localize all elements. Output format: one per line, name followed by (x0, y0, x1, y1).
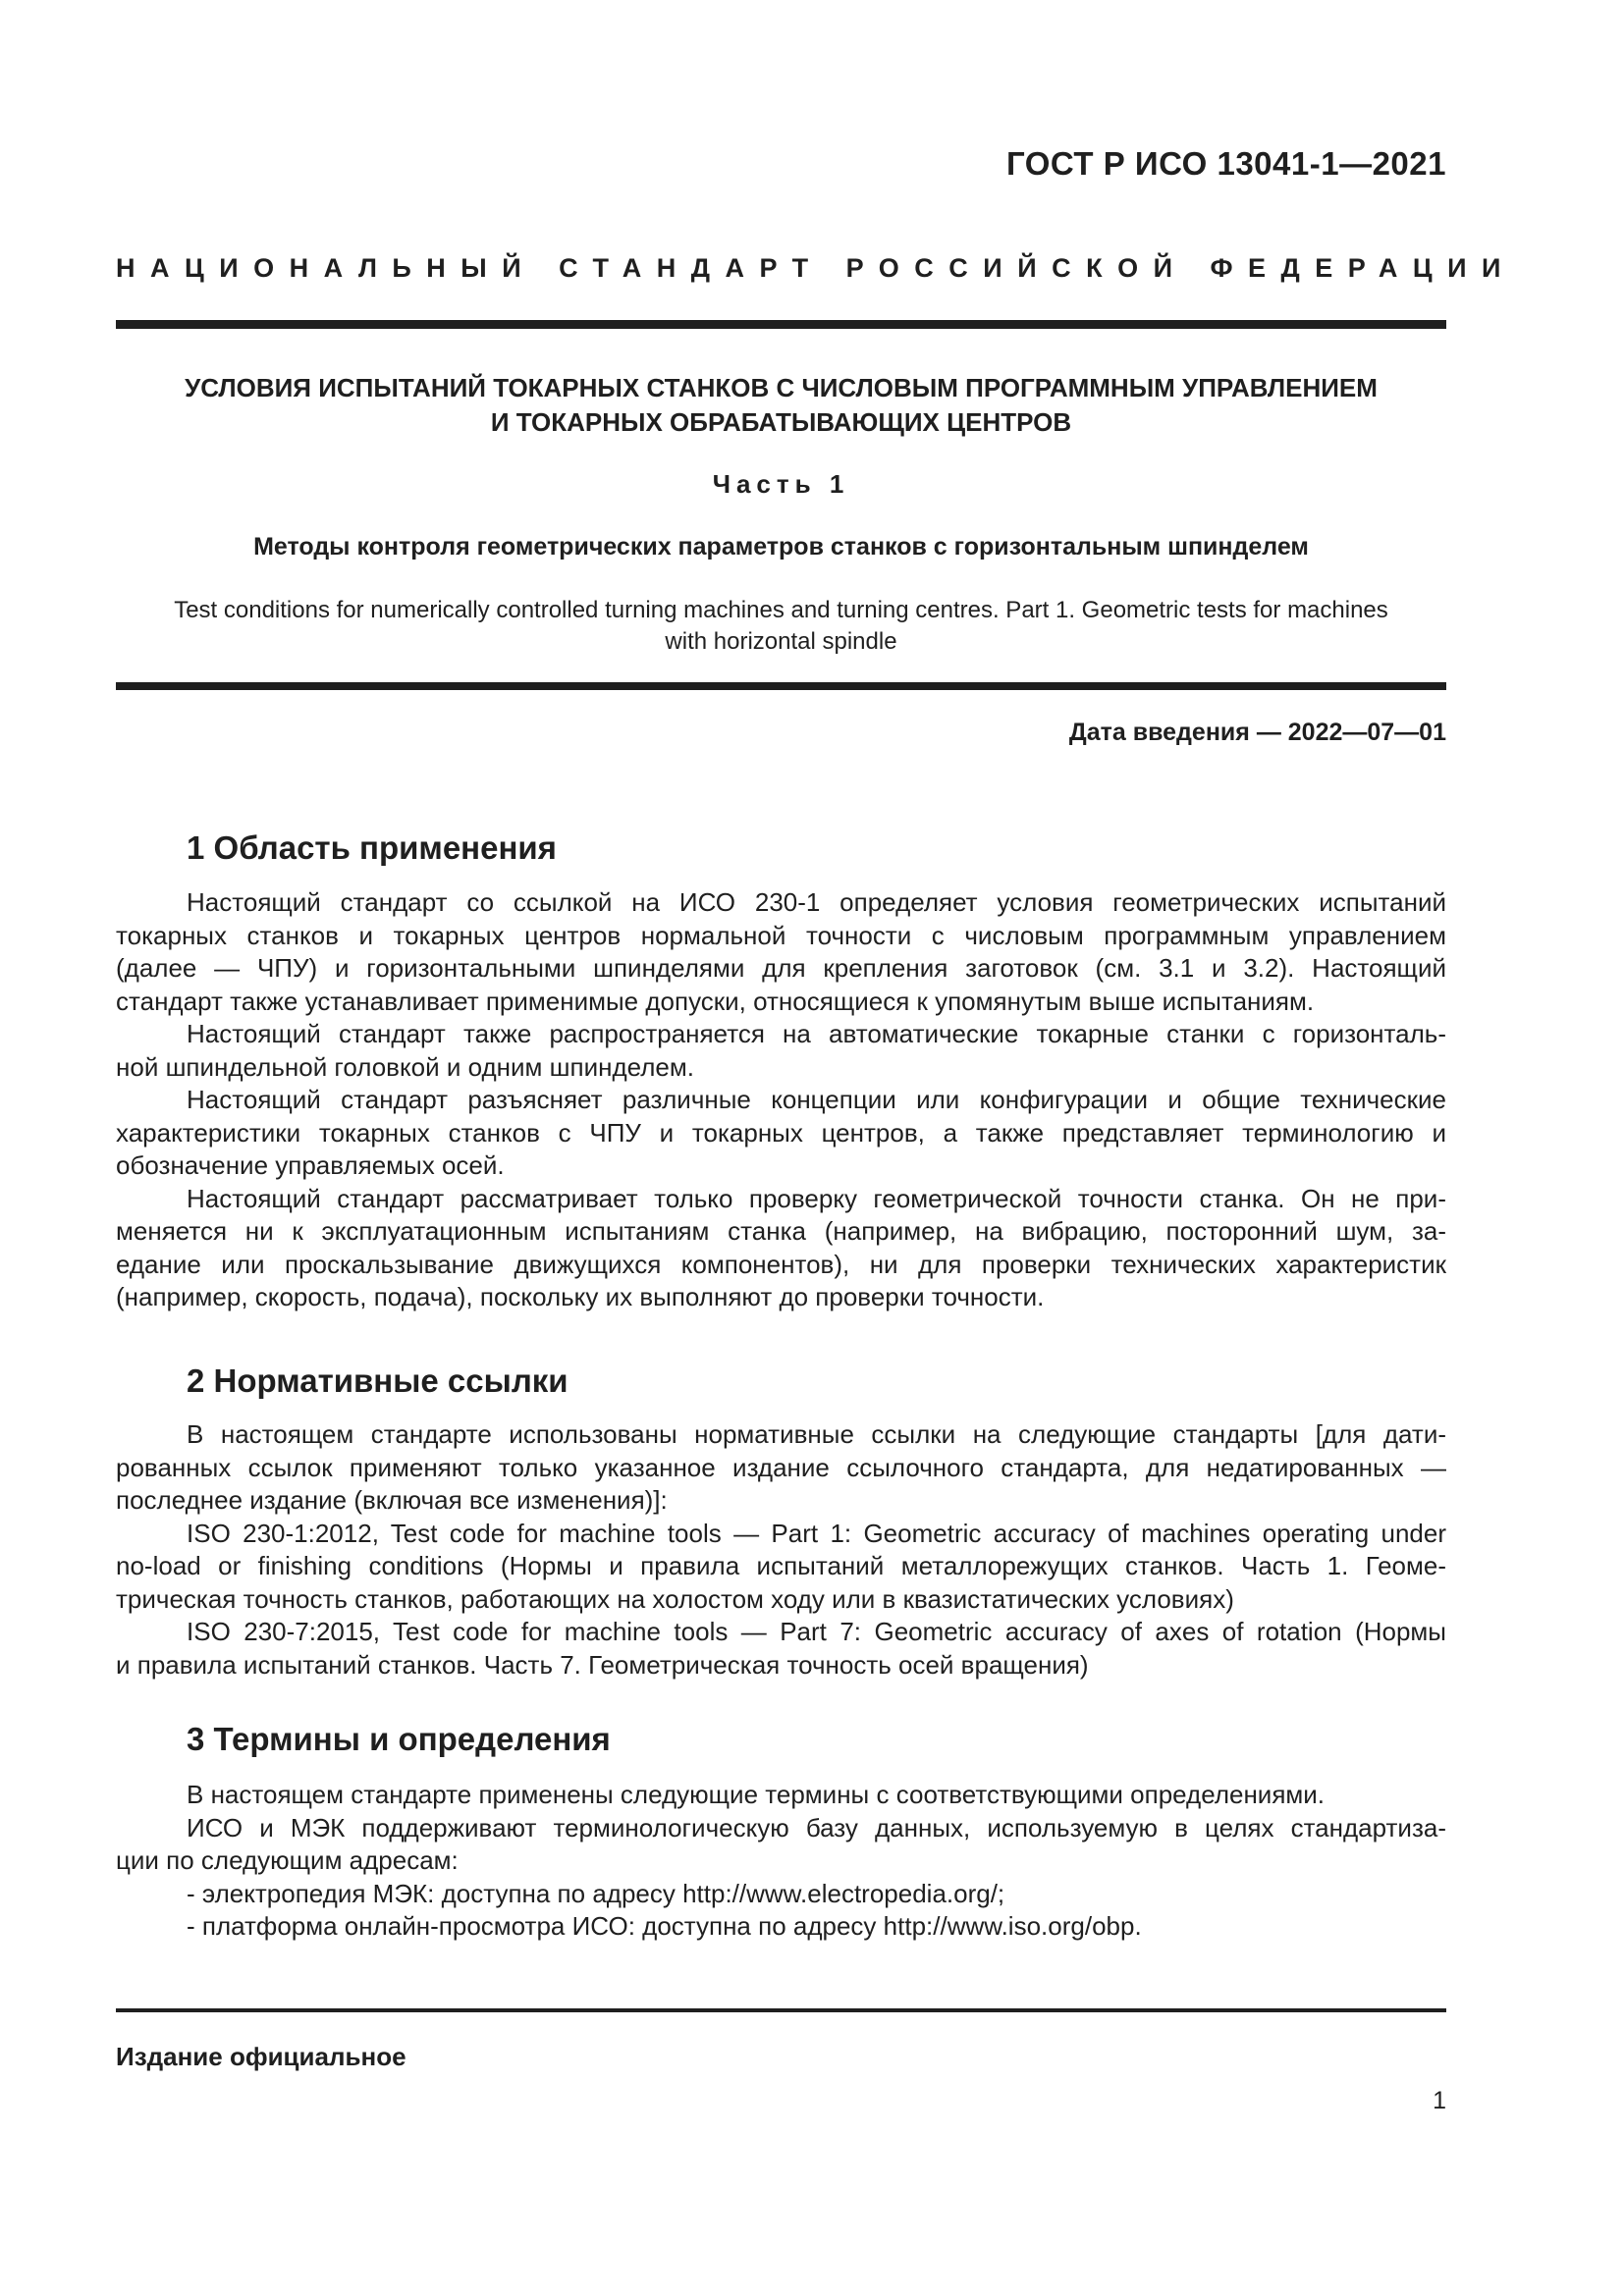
text-line: ции по следующим адресам: (116, 1845, 459, 1875)
part-label: Часть 1 (712, 469, 850, 499)
text-line: Настоящий стандарт рассматривает только проверку геометрической точности станка. Он не при- (187, 1183, 1446, 1213)
section-heading-scope: 1 Область применения (187, 829, 557, 866)
text-line: и правила испытаний станков. Часть 7. Геометрическая точность осей вращения) (116, 1649, 1089, 1680)
document-title (116, 371, 1446, 440)
part-subtitle: Методы контроля геометрических параметров станков с горизонтальным шпинделем (253, 533, 1309, 561)
page-number: 1 (1433, 2087, 1446, 2114)
official-edition-label: Издание официальное (116, 2042, 406, 2071)
text-line: едание или проскальзывание движущихся компонентов), ни для проверки технических характеристик (116, 1249, 1446, 1279)
document-title-line: УСЛОВИЯ ИСПЫТАНИЙ ТОКАРНЫХ СТАНКОВ С ЧИСЛОВЫМ ПРОГРАММНЫМ УПРАВЛЕНИЕМ (185, 373, 1378, 402)
document-number: ГОСТ Р ИСО 13041-1—2021 (1005, 145, 1446, 182)
english-title-line: Test conditions for numerically controlled turning machines and turning centres. Part 1. Geometric tests for machines (174, 597, 1388, 623)
document-title-line: И ТОКАРНЫХ ОБРАБАТЫВАЮЩИХ ЦЕНТРОВ (490, 407, 1072, 437)
text-line: Настоящий стандарт также распространяется на автоматические токарные станки с горизонталь- (187, 1019, 1446, 1048)
national-standard-title: НАЦИОНАЛЬНЫЙ СТАНДАРТ РОССИЙСКОЙ ФЕДЕРАЦИИ (116, 253, 1516, 283)
footer-divider (116, 2008, 1446, 2012)
text-line: В настоящем стандарте использованы нормативные ссылки на следующие стандарты [для дати- (187, 1419, 1446, 1449)
text-line: стандарт также устанавливает применимые допуски, относящиеся к упомянутым выше испытаниям. (116, 986, 1315, 1016)
list-item: - электропедия МЭК: доступна по адресу http://www.electropedia.org/; (187, 1878, 1005, 1908)
text-line: трическая точность станков, работающих на холостом ходу или в квазистатических условиях) (116, 1583, 1234, 1614)
section-body-normative-references (116, 1418, 1446, 1682)
text-line: no-load or finishing conditions (Нормы и правила испытаний металлорежущих станков. Часть 1. Геоме- (116, 1551, 1446, 1580)
text-line: (например, скорость, подача), поскольку их выполняют до проверки точности. (116, 1282, 1045, 1311)
text-line: рованных ссылок применяют только указанное издание ссылочного стандарта, для недатированных — (116, 1452, 1446, 1482)
section-body-scope (116, 886, 1446, 1314)
english-title-line: with horizontal spindle (665, 628, 897, 655)
text-line: ной шпиндельной головкой и одним шпинделем. (116, 1051, 694, 1082)
section-body-terms-definitions (116, 1779, 1446, 1944)
title-divider (116, 682, 1446, 690)
text-line: характеристики токарных станков с ЧПУ и токарных центров, а также представляет терминологию и (116, 1117, 1446, 1148)
text-line: В настоящем стандарте применены следующие термины с соответствующими определениями. (187, 1780, 1326, 1809)
introduction-date: Дата введения — 2022—07—01 (1068, 719, 1446, 746)
english-title (116, 595, 1446, 658)
text-line: ISO 230-7:2015, Test code for machine tools — Part 7: Geometric accuracy of axes of rotation (Нормы (187, 1617, 1446, 1646)
section-heading-normative-references: 2 Нормативные ссылки (187, 1362, 568, 1399)
text-line: ИСО и МЭК поддерживают терминологическую базу данных, используемую в целях стандартиза- (187, 1812, 1446, 1842)
list-item: - платформа онлайн-просмотра ИСО: доступна по адресу http://www.iso.org/obp. (187, 1911, 1142, 1941)
text-line: обозначение управляемых осей. (116, 1150, 505, 1180)
top-divider (116, 320, 1446, 329)
section-heading-terms-definitions: 3 Термины и определения (187, 1721, 611, 1757)
text-line: меняется ни к эксплуатационным испытаниям станка (например, на вибрацию, посторонний шум, за- (116, 1216, 1446, 1246)
text-line: Настоящий стандарт со ссылкой на ИСО 230-1 определяет условия геометрических испытаний (187, 887, 1446, 917)
text-line: токарных станков и токарных центров нормальной точности с числовым программным управлением (116, 920, 1446, 950)
text-line: ISO 230-1:2012, Test code for machine tools — Part 1: Geometric accuracy of machines operating under (187, 1518, 1446, 1548)
text-line: последнее издание (включая все изменения)]: (116, 1485, 668, 1515)
text-line: Настоящий стандарт разъясняет различные концепции или конфигурации и общие технические (187, 1085, 1446, 1114)
text-line: (далее — ЧПУ) и горизонтальными шпинделями для крепления заготовок (см. 3.1 и 3.2). Настоящий (116, 953, 1446, 983)
